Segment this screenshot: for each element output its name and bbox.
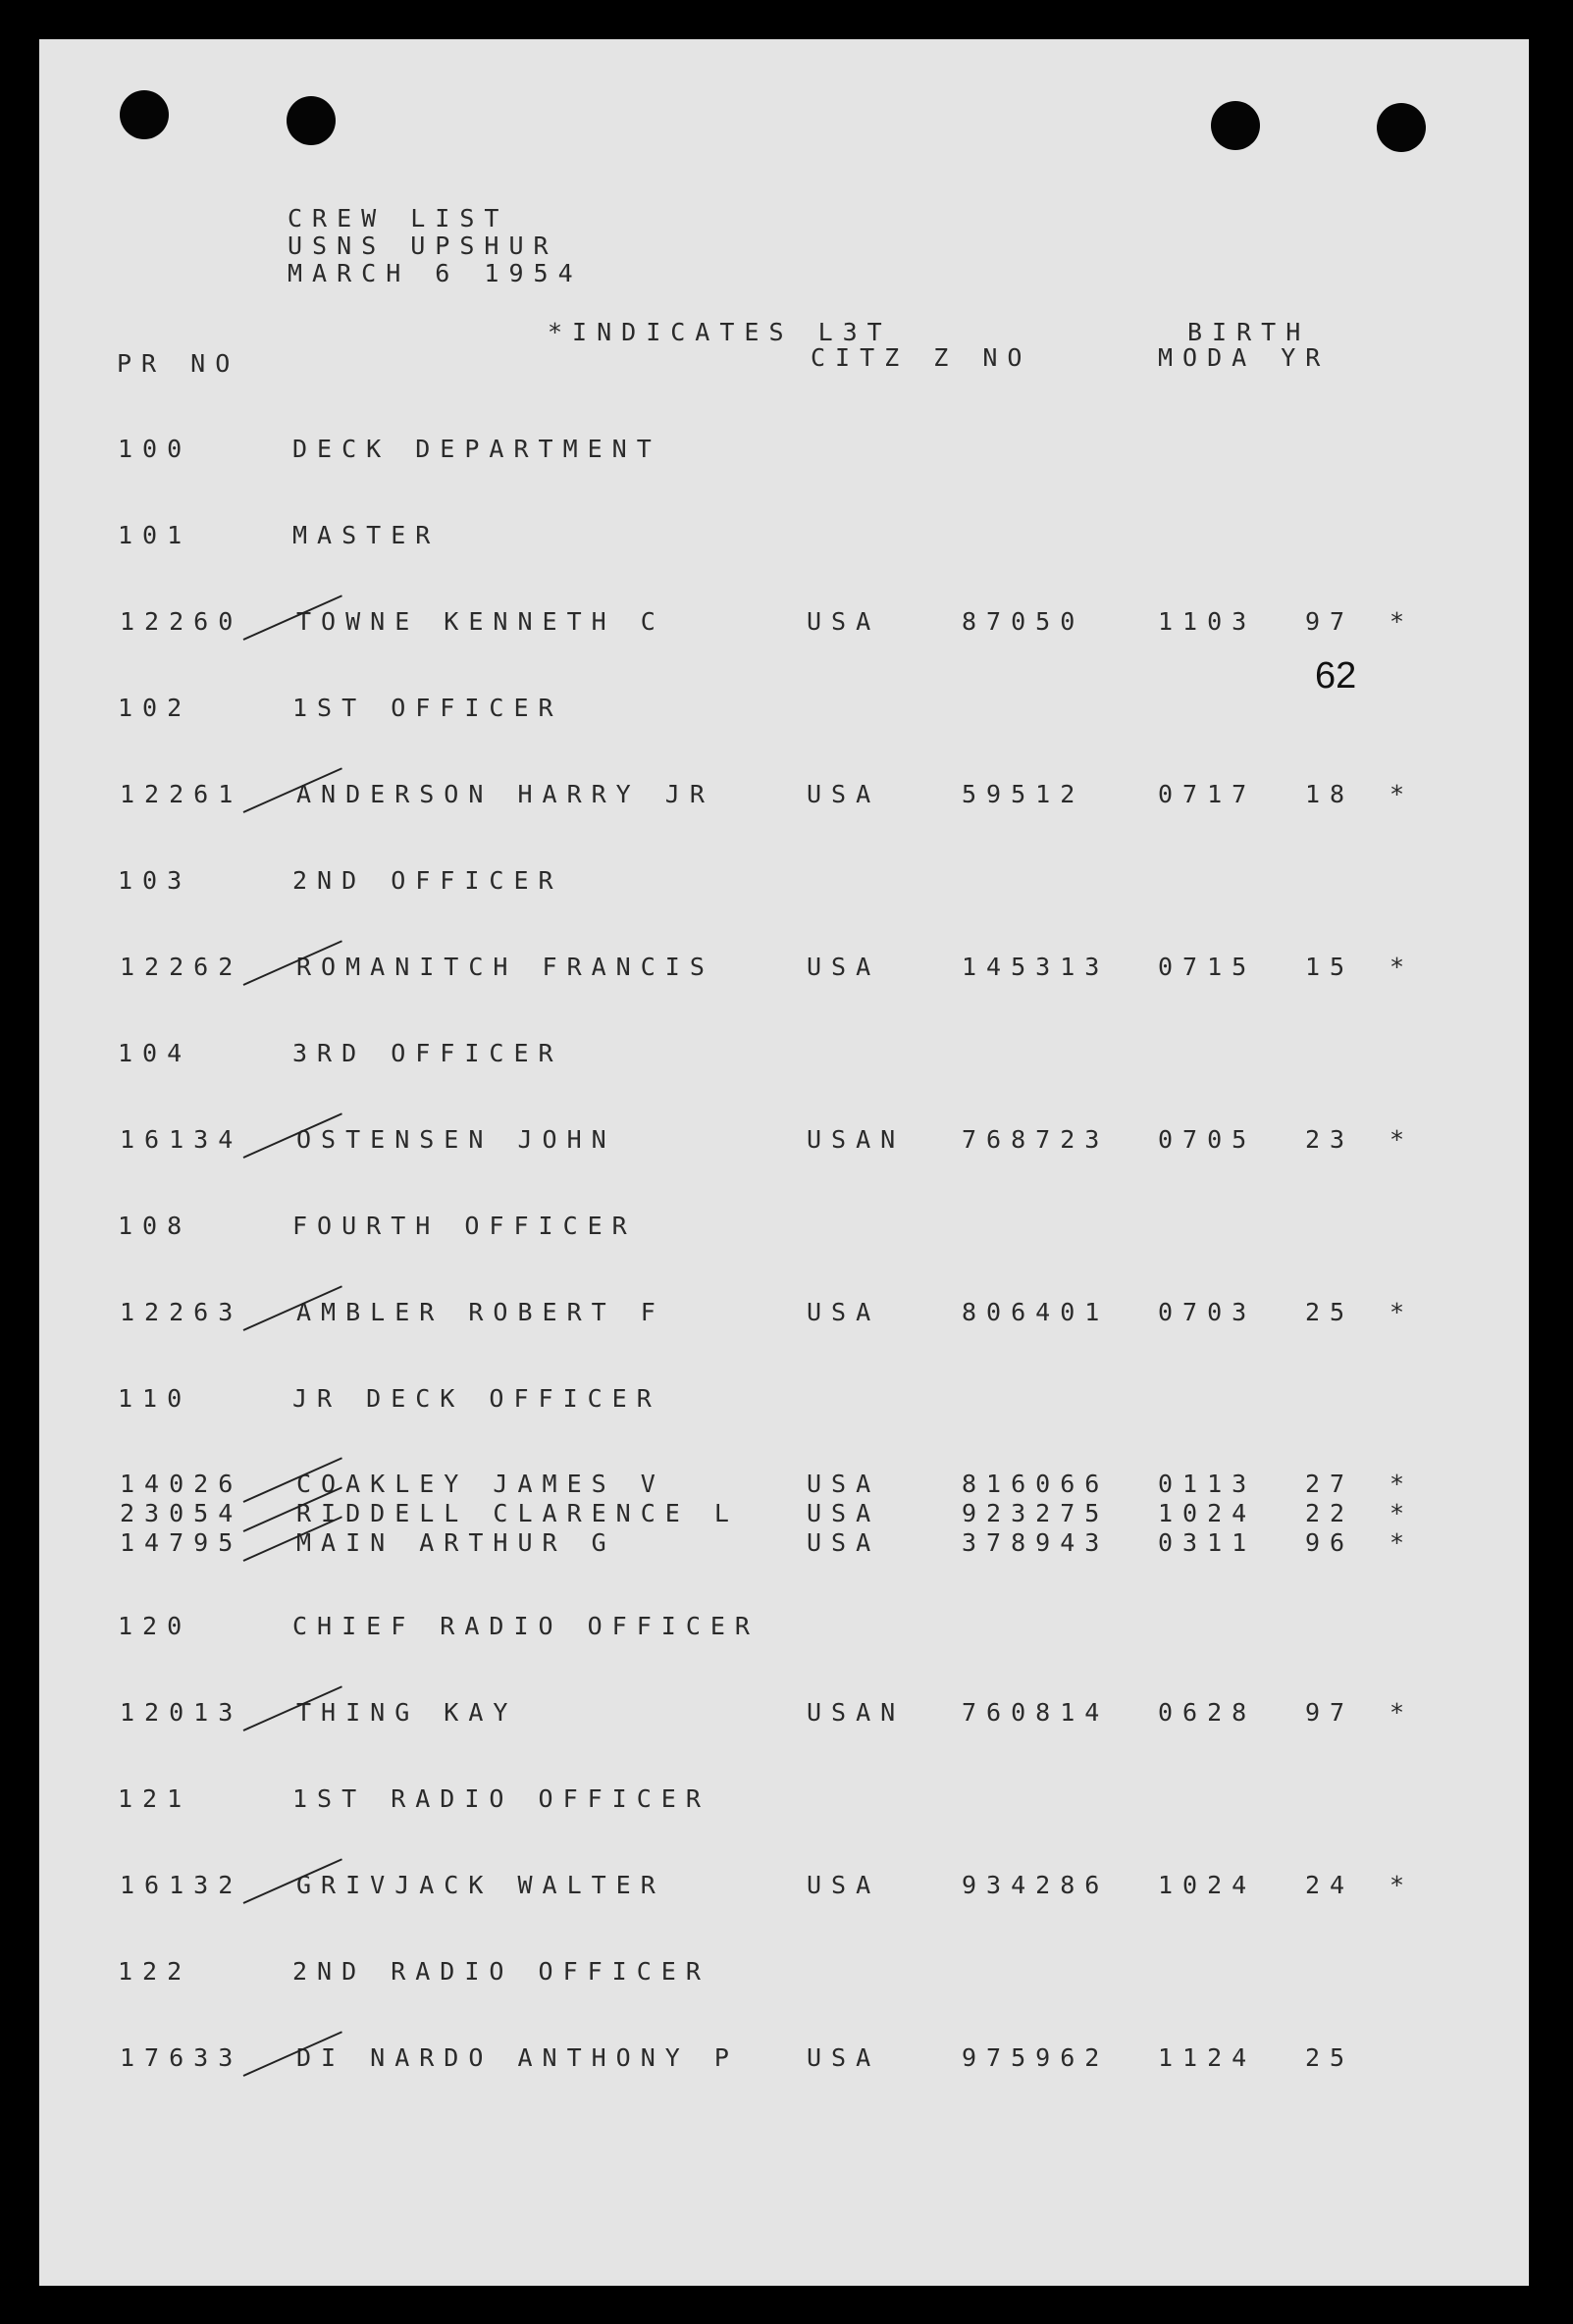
citizenship: USA — [807, 1528, 881, 1557]
crew-name: TOWNE KENNETH C — [296, 607, 665, 636]
birth-moda: 1024 — [1158, 1871, 1257, 1899]
crew-ref-number: 12013 — [120, 1698, 243, 1727]
birth-moda: 1103 — [1158, 607, 1257, 636]
citizenship: USA — [807, 2043, 881, 2072]
crew-ref-number: 14026 — [120, 1470, 243, 1498]
crew-ref-number: 14795 — [120, 1528, 243, 1557]
z-number: 816066 — [962, 1470, 1110, 1498]
birth-header: BIRTH — [1187, 318, 1311, 346]
z-number: 768723 — [962, 1125, 1110, 1154]
birth-year: 23 — [1305, 1125, 1355, 1154]
birth-year: 15 — [1305, 953, 1355, 981]
crew-ref-number: 12260 — [120, 607, 243, 636]
z-number: 975962 — [962, 2043, 1110, 2072]
citizenship: USA — [807, 780, 881, 808]
crew-name: RIDDELL CLARENCE L — [296, 1499, 739, 1527]
birth-year: 97 — [1305, 1698, 1355, 1727]
birth-moda: 0311 — [1158, 1528, 1257, 1557]
section-heading: 1ST OFFICER — [292, 694, 563, 722]
section-heading: JR DECK OFFICER — [292, 1384, 661, 1413]
section-code: 122 — [118, 1957, 192, 1986]
punch-hole — [120, 90, 169, 139]
citizenship: USA — [807, 607, 881, 636]
citizenship: USA — [807, 1871, 881, 1899]
crew-ref-number: 16134 — [120, 1125, 243, 1154]
section-code: 104 — [118, 1039, 192, 1067]
birth-year: 18 — [1305, 780, 1355, 808]
section-heading: DECK DEPARTMENT — [292, 435, 661, 463]
section-heading: FOURTH OFFICER — [292, 1212, 637, 1240]
pr-no-header: PR NO — [117, 349, 240, 378]
z-number: 378943 — [962, 1528, 1110, 1557]
lbt-marker: * — [1389, 1871, 1415, 1899]
z-number: 934286 — [962, 1871, 1110, 1899]
crew-name: GRIVJACK WALTER — [296, 1871, 665, 1899]
section-heading: 3RD OFFICER — [292, 1039, 563, 1067]
crew-ref-number: 12262 — [120, 953, 243, 981]
crew-name: THING KAY — [296, 1698, 518, 1727]
list-title: CREW LIST — [288, 204, 509, 232]
birth-moda: 0703 — [1158, 1298, 1257, 1326]
lbt-marker: * — [1389, 1698, 1415, 1727]
z-number: 806401 — [962, 1298, 1110, 1326]
birth-year: 24 — [1305, 1871, 1355, 1899]
birth-moda: 0705 — [1158, 1125, 1257, 1154]
birth-year: 96 — [1305, 1528, 1355, 1557]
section-heading: 1ST RADIO OFFICER — [292, 1784, 710, 1813]
section-heading: 2ND OFFICER — [292, 866, 563, 895]
crew-name: ROMANITCH FRANCIS — [296, 953, 714, 981]
z-number: 760814 — [962, 1698, 1110, 1727]
punch-hole — [1377, 103, 1426, 152]
handwritten-page-number: 62 — [1315, 655, 1357, 697]
section-code: 103 — [118, 866, 192, 895]
birth-moda: 0717 — [1158, 780, 1257, 808]
section-code: 101 — [118, 521, 192, 549]
section-heading: CHIEF RADIO OFFICER — [292, 1612, 760, 1640]
crew-ref-number: 17633 — [120, 2043, 243, 2072]
section-code: 120 — [118, 1612, 192, 1640]
indicates-note: *INDICATES L3T — [548, 318, 892, 346]
birth-year: 25 — [1305, 1298, 1355, 1326]
birth-year: 27 — [1305, 1470, 1355, 1498]
crew-name: MAIN ARTHUR G — [296, 1528, 616, 1557]
lbt-marker: * — [1389, 1125, 1415, 1154]
section-code: 121 — [118, 1784, 192, 1813]
birth-moda: 1124 — [1158, 2043, 1257, 2072]
lbt-marker: * — [1389, 1298, 1415, 1326]
document-page — [39, 39, 1529, 2286]
section-code: 100 — [118, 435, 192, 463]
section-code: 108 — [118, 1212, 192, 1240]
z-number: 59512 — [962, 780, 1085, 808]
birth-year: 25 — [1305, 2043, 1355, 2072]
citizenship: USA — [807, 1298, 881, 1326]
birth-moda: 0628 — [1158, 1698, 1257, 1727]
lbt-marker: * — [1389, 1499, 1415, 1527]
lbt-marker: * — [1389, 780, 1415, 808]
crew-name: OSTENSEN JOHN — [296, 1125, 616, 1154]
birth-moda: 0715 — [1158, 953, 1257, 981]
section-code: 102 — [118, 694, 192, 722]
z-number: 87050 — [962, 607, 1085, 636]
list-date: MARCH 6 1954 — [288, 259, 583, 287]
section-heading: MASTER — [292, 521, 441, 549]
punch-hole — [287, 96, 336, 145]
z-number: 145313 — [962, 953, 1110, 981]
lbt-marker: * — [1389, 953, 1415, 981]
crew-ref-number: 12263 — [120, 1298, 243, 1326]
crew-ref-number: 12261 — [120, 780, 243, 808]
citizenship: USA — [807, 1499, 881, 1527]
lbt-marker: * — [1389, 607, 1415, 636]
citizenship: USA — [807, 953, 881, 981]
birth-year: 22 — [1305, 1499, 1355, 1527]
punch-hole — [1211, 101, 1260, 150]
citz-z-no-header: CITZ Z NO — [811, 343, 1032, 372]
crew-name: DI NARDO ANTHONY P — [296, 2043, 739, 2072]
birth-moda: 0113 — [1158, 1470, 1257, 1498]
section-code: 110 — [118, 1384, 192, 1413]
section-heading: 2ND RADIO OFFICER — [292, 1957, 710, 1986]
crew-ref-number: 23054 — [120, 1499, 243, 1527]
birth-year: 97 — [1305, 607, 1355, 636]
citizenship: USAN — [807, 1698, 906, 1727]
crew-name: AMBLER ROBERT F — [296, 1298, 665, 1326]
moda-yr-header: MODA YR — [1158, 343, 1331, 372]
ship-name: USNS UPSHUR — [288, 232, 558, 260]
citizenship: USAN — [807, 1125, 906, 1154]
z-number: 923275 — [962, 1499, 1110, 1527]
crew-ref-number: 16132 — [120, 1871, 243, 1899]
citizenship: USA — [807, 1470, 881, 1498]
crew-name: COAKLEY JAMES V — [296, 1470, 665, 1498]
lbt-marker: * — [1389, 1470, 1415, 1498]
lbt-marker: * — [1389, 1528, 1415, 1557]
birth-moda: 1024 — [1158, 1499, 1257, 1527]
crew-name: ANDERSON HARRY JR — [296, 780, 714, 808]
